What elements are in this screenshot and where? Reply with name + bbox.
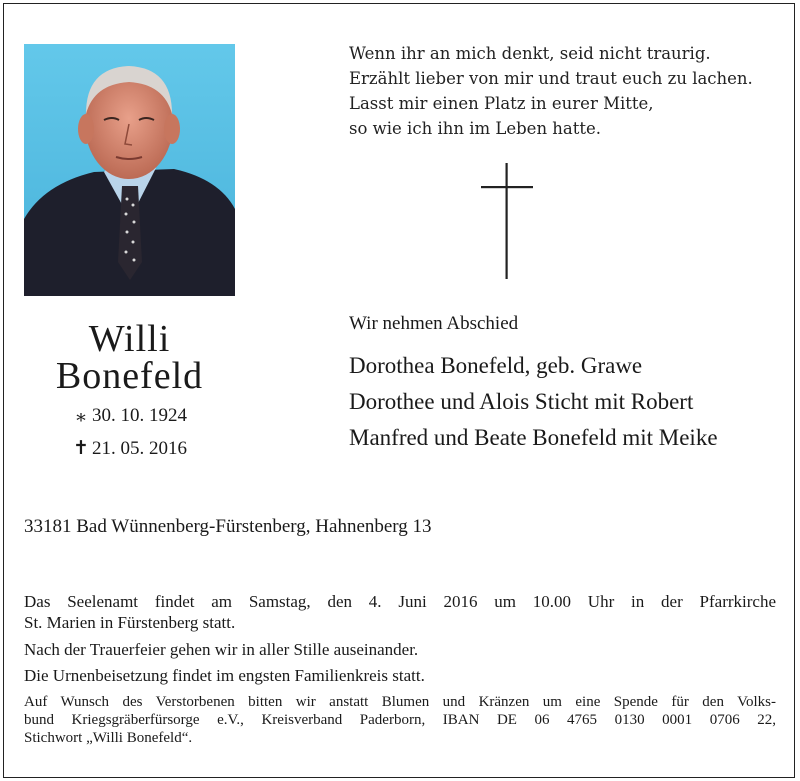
donation-line: bund Kriegsgräberfürsorge e.V., Kreisverband Paderborn, IBAN DE 06 4765 0130 0001 0706 22, bbox=[24, 712, 776, 728]
birth-date: 30. 10. 1924 bbox=[92, 405, 187, 426]
donation-line: Auf Wunsch des Verstorbenen bitten wir anstatt Blumen und Kränzen um eine Spende für den Volks- bbox=[24, 694, 776, 710]
mourners-list bbox=[349, 348, 718, 456]
mourner-name: Dorothee und Alois Sticht mit Robert bbox=[349, 389, 694, 414]
cross-icon bbox=[481, 163, 533, 279]
urnenbeisetzung-text: Die Urnenbeisetzung findet im engsten Familienkreis statt. bbox=[24, 666, 425, 685]
seelenamt-line-2: St. Marien in Fürstenberg statt. bbox=[24, 613, 236, 632]
farewell-intro: Wir nehmen Abschied bbox=[349, 313, 519, 334]
address: 33181 Bad Wünnenberg-Fürstenberg, Hahnenberg 13 bbox=[24, 516, 432, 537]
poem-line: Erzählt lieber von mir und traut euch zu lachen. bbox=[349, 69, 753, 88]
deceased-last-name: Bonefeld bbox=[55, 355, 204, 397]
donation-line: Stichwort „Willi Bonefeld“. bbox=[24, 730, 193, 746]
death-date-line bbox=[24, 437, 235, 460]
birth-date-line bbox=[24, 404, 235, 427]
birth-star-icon: ⁎ bbox=[76, 405, 86, 426]
poem bbox=[349, 41, 789, 141]
death-cross-icon: ✝ bbox=[73, 438, 89, 459]
poem-line: Lasst mir einen Platz in eurer Mitte, bbox=[349, 94, 654, 113]
trauerfeier-text: Nach der Trauerfeier gehen wir in aller Stille auseinander. bbox=[24, 640, 419, 659]
poem-line: so wie ich ihn im Leben hatte. bbox=[349, 119, 602, 138]
death-date: 21. 05. 2016 bbox=[92, 438, 187, 459]
poem-line: Wenn ihr an mich denkt, seid nicht traurig. bbox=[349, 44, 711, 63]
seelenamt-line-1: Das Seelenamt findet am Samstag, den 4. Juni 2016 um 10.00 Uhr in der Pfarrkirche bbox=[24, 592, 776, 611]
deceased-first-name: Willi bbox=[88, 318, 171, 360]
mourner-name: Manfred und Beate Bonefeld mit Meike bbox=[349, 425, 718, 450]
mourner-name: Dorothea Bonefeld, geb. Grawe bbox=[349, 353, 643, 378]
donation-request bbox=[24, 693, 776, 747]
portrait-photo bbox=[24, 44, 235, 296]
